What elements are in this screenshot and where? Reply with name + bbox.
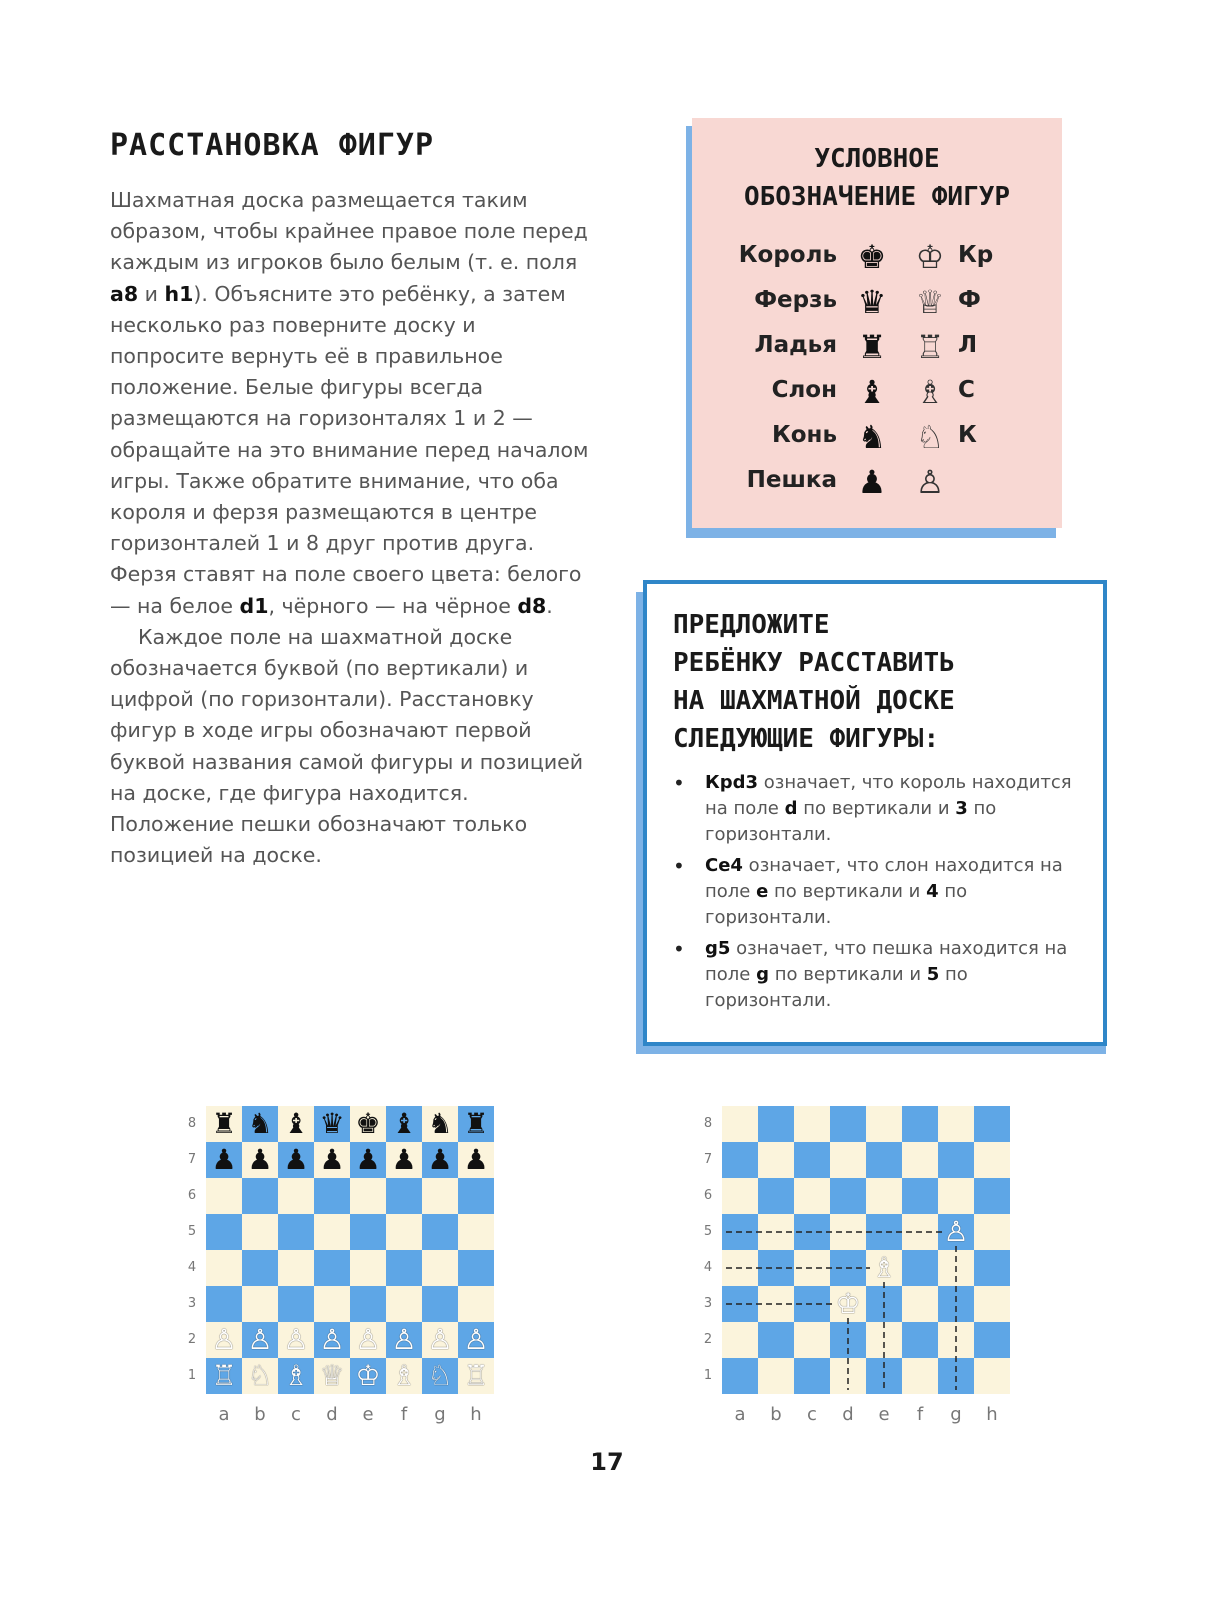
square-c2 (794, 1322, 830, 1358)
white-king-icon: ♔ (915, 238, 945, 276)
legend-row-pawn (692, 463, 1062, 503)
square-h8 (458, 1106, 494, 1142)
legend-abbreviation: К (958, 422, 977, 448)
list-item: • Крd3 означает, что король находится на поле d по вертикали и 3 по горизонтали. (673, 770, 1087, 848)
file-label: b (770, 1404, 782, 1425)
legend-row-rook (692, 328, 1062, 368)
black-knight-icon: ♞ (857, 418, 887, 456)
square-c7 (794, 1142, 830, 1178)
task-title-line: СЛЕДУЮЩИЕ ФИГУРЫ: (673, 724, 940, 754)
square-g8 (422, 1106, 458, 1142)
square-e4 (866, 1250, 902, 1286)
rank-label: 4 (187, 1260, 197, 1275)
rank-label: 1 (703, 1368, 713, 1383)
chess-piece-icon: ♟ (319, 1143, 345, 1176)
file-label: g (950, 1404, 962, 1425)
file-label: e (362, 1404, 374, 1425)
file-label: g (434, 1404, 446, 1425)
square-b6 (758, 1178, 794, 1214)
chess-piece-icon: ♞ (247, 1107, 273, 1140)
square-f4 (386, 1250, 422, 1286)
file-label: c (291, 1404, 301, 1425)
chess-piece-icon: ♛ (319, 1107, 345, 1140)
rank-label: 8 (703, 1116, 713, 1131)
chess-piece-icon: ♙ (355, 1323, 381, 1356)
rank-label: 5 (703, 1224, 713, 1239)
square-a5 (722, 1214, 758, 1250)
board-example-position (702, 1100, 1032, 1430)
square-g6 (938, 1178, 974, 1214)
square-g6 (422, 1178, 458, 1214)
square-e2 (866, 1322, 902, 1358)
legend-title-line-2: ОБОЗНАЧЕНИЕ ФИГУР (743, 182, 1011, 212)
square-c4 (278, 1250, 314, 1286)
square-b7 (758, 1142, 794, 1178)
square-g1 (938, 1358, 974, 1394)
square-d4 (314, 1250, 350, 1286)
square-b5 (758, 1214, 794, 1250)
square-d7 (314, 1142, 350, 1178)
square-h5 (458, 1214, 494, 1250)
square-d2 (830, 1322, 866, 1358)
chess-piece-icon: ♟ (355, 1143, 381, 1176)
file-label: e (878, 1404, 890, 1425)
square-c1 (794, 1358, 830, 1394)
square-h4 (974, 1250, 1010, 1286)
white-knight-icon: ♘ (915, 418, 945, 456)
chess-piece-icon: ♖ (463, 1359, 489, 1392)
square-f2 (386, 1322, 422, 1358)
task-title-line: ПРЕДЛОЖИТЕ (673, 610, 830, 640)
black-rook-icon: ♜ (857, 328, 887, 366)
square-e1 (866, 1358, 902, 1394)
square-f5 (902, 1214, 938, 1250)
chess-piece-icon: ♟ (247, 1143, 273, 1176)
square-f8 (902, 1106, 938, 1142)
square-a2 (206, 1322, 242, 1358)
rank-label: 7 (187, 1152, 197, 1167)
square-e1 (350, 1358, 386, 1394)
square-g8 (938, 1106, 974, 1142)
chess-piece-icon: ♕ (319, 1359, 345, 1392)
file-label: h (986, 1404, 998, 1425)
chess-piece-icon: ♔ (835, 1287, 861, 1320)
square-d5 (314, 1214, 350, 1250)
square-a1 (722, 1358, 758, 1394)
paragraph-1: Шахматная доска размещается таким образом, чтобы крайнее правое поле перед каждым из игроков было белым (т. е. поля a8 и h1). Объясните это ребёнку, а затем несколько раз поверните доску и попросите вернуть её в правильное положение. Белые фигуры всегда размещаются на горизонталях 1 и 2 — обращайте на это внимание перед началом игры. Также обратите внимание, что оба короля и ферзя размещаются в центре горизонталей 1 и 8 друг против друга. Ферзя ставят на поле своего цвета: белого — на белое d1, чёрного — на чёрное d8. (110, 188, 589, 618)
square-c3 (278, 1286, 314, 1322)
square-g2 (422, 1322, 458, 1358)
square-e4 (350, 1250, 386, 1286)
square-f7 (902, 1142, 938, 1178)
square-g2 (938, 1322, 974, 1358)
square-a2 (722, 1322, 758, 1358)
square-h2 (974, 1322, 1010, 1358)
square-g3 (938, 1286, 974, 1322)
square-b3 (242, 1286, 278, 1322)
chess-piece-icon: ♗ (871, 1251, 897, 1284)
square-b7 (242, 1142, 278, 1178)
square-c5 (794, 1214, 830, 1250)
file-label: b (254, 1404, 266, 1425)
square-e6 (350, 1178, 386, 1214)
chess-piece-icon: ♟ (211, 1143, 237, 1176)
square-e3 (866, 1286, 902, 1322)
chess-board-grid (722, 1106, 1010, 1394)
rank-label: 8 (187, 1116, 197, 1131)
square-d3 (314, 1286, 350, 1322)
chess-piece-icon: ♘ (427, 1359, 453, 1392)
rank-label: 6 (187, 1188, 197, 1203)
list-item: • g5 означает, что пешка находится на поле g по вертикали и 5 по горизонтали. (673, 936, 1087, 1014)
chess-piece-icon: ♗ (391, 1359, 417, 1392)
square-b3 (758, 1286, 794, 1322)
chess-piece-icon: ♟ (427, 1143, 453, 1176)
square-f5 (386, 1214, 422, 1250)
square-c8 (794, 1106, 830, 1142)
square-h2 (458, 1322, 494, 1358)
chess-piece-icon: ♙ (319, 1323, 345, 1356)
square-d5 (830, 1214, 866, 1250)
square-f3 (902, 1286, 938, 1322)
legend-row-queen (692, 283, 1062, 323)
square-f4 (902, 1250, 938, 1286)
rank-label: 2 (703, 1332, 713, 1347)
chess-piece-icon: ♟ (391, 1143, 417, 1176)
square-f6 (902, 1178, 938, 1214)
chess-piece-icon: ♙ (391, 1323, 417, 1356)
square-d1 (830, 1358, 866, 1394)
chess-piece-icon: ♗ (283, 1359, 309, 1392)
square-e5 (350, 1214, 386, 1250)
square-f7 (386, 1142, 422, 1178)
rank-label: 1 (187, 1368, 197, 1383)
square-b2 (758, 1322, 794, 1358)
square-c6 (278, 1178, 314, 1214)
square-d1 (314, 1358, 350, 1394)
white-rook-icon: ♖ (915, 328, 945, 366)
square-e7 (350, 1142, 386, 1178)
task-title-line: РЕБЁНКУ РАССТАВИТЬ (673, 648, 955, 678)
square-b2 (242, 1322, 278, 1358)
square-a7 (722, 1142, 758, 1178)
square-b8 (758, 1106, 794, 1142)
square-h3 (974, 1286, 1010, 1322)
chess-piece-icon: ♔ (355, 1359, 381, 1392)
legend-abbreviation: Кр (958, 242, 994, 268)
black-king-icon: ♚ (857, 238, 887, 276)
rank-label: 7 (703, 1152, 713, 1167)
chess-piece-icon: ♜ (211, 1107, 237, 1140)
chess-piece-icon: ♟ (463, 1143, 489, 1176)
square-a8 (722, 1106, 758, 1142)
square-d4 (830, 1250, 866, 1286)
square-g5 (938, 1214, 974, 1250)
task-title (673, 606, 955, 758)
square-e6 (866, 1178, 902, 1214)
legend-abbreviation: Ф (958, 287, 981, 313)
legend-piece-name: Слон (771, 377, 837, 403)
square-e7 (866, 1142, 902, 1178)
square-d6 (314, 1178, 350, 1214)
legend-abbreviation: С (958, 377, 975, 403)
square-b4 (758, 1250, 794, 1286)
rank-label: 4 (703, 1260, 713, 1275)
board-initial-position (186, 1100, 516, 1430)
square-g4 (422, 1250, 458, 1286)
legend-piece-name: Конь (771, 422, 837, 448)
square-f1 (386, 1358, 422, 1394)
square-g1 (422, 1358, 458, 1394)
square-e2 (350, 1322, 386, 1358)
rank-label: 6 (703, 1188, 713, 1203)
square-f2 (902, 1322, 938, 1358)
file-label: d (842, 1404, 854, 1425)
square-g7 (938, 1142, 974, 1178)
chess-board-grid (206, 1106, 494, 1394)
chess-piece-icon: ♙ (427, 1323, 453, 1356)
square-g4 (938, 1250, 974, 1286)
square-c7 (278, 1142, 314, 1178)
legend-title-line-1: УСЛОВНОЕ (814, 144, 940, 174)
legend-abbreviation: Л (958, 332, 978, 358)
square-h7 (458, 1142, 494, 1178)
square-a8 (206, 1106, 242, 1142)
square-c3 (794, 1286, 830, 1322)
rank-label: 3 (703, 1296, 713, 1311)
chess-piece-icon: ♝ (283, 1107, 309, 1140)
legend-piece-name: Король (738, 242, 837, 268)
square-h7 (974, 1142, 1010, 1178)
chess-piece-icon: ♙ (463, 1323, 489, 1356)
square-h3 (458, 1286, 494, 1322)
rank-label: 3 (187, 1296, 197, 1311)
square-c5 (278, 1214, 314, 1250)
square-a7 (206, 1142, 242, 1178)
square-b1 (242, 1358, 278, 1394)
square-a6 (722, 1178, 758, 1214)
legend-row-bishop (692, 373, 1062, 413)
task-list (673, 770, 1087, 1019)
square-h5 (974, 1214, 1010, 1250)
chess-piece-icon: ♙ (943, 1215, 969, 1248)
square-a3 (722, 1286, 758, 1322)
square-g7 (422, 1142, 458, 1178)
square-g5 (422, 1214, 458, 1250)
square-g3 (422, 1286, 458, 1322)
square-a1 (206, 1358, 242, 1394)
chess-piece-icon: ♝ (391, 1107, 417, 1140)
legend-box (692, 118, 1062, 528)
file-label: d (326, 1404, 338, 1425)
square-a4 (206, 1250, 242, 1286)
file-label: f (400, 1404, 408, 1425)
file-label: f (916, 1404, 924, 1425)
chess-piece-icon: ♙ (247, 1323, 273, 1356)
rank-label: 5 (187, 1224, 197, 1239)
square-d6 (830, 1178, 866, 1214)
square-d8 (830, 1106, 866, 1142)
square-c1 (278, 1358, 314, 1394)
square-h1 (458, 1358, 494, 1394)
white-pawn-icon: ♙ (915, 463, 945, 501)
square-e5 (866, 1214, 902, 1250)
black-bishop-icon: ♝ (857, 373, 887, 411)
square-a5 (206, 1214, 242, 1250)
chess-piece-icon: ♟ (283, 1143, 309, 1176)
square-h6 (458, 1178, 494, 1214)
square-c6 (794, 1178, 830, 1214)
chess-piece-icon: ♚ (355, 1107, 381, 1140)
paragraph-2: Каждое поле на шахматной доске обозначается буквой (по вертикали) и цифрой (по горизонтали). Расстановку фигур в ходе игры обозначают первой буквой названия самой фигуры и позицией на доске, где фигура находится. Положение пешки обозначают только позицией на доске. (110, 624, 584, 868)
square-b1 (758, 1358, 794, 1394)
white-queen-icon: ♕ (915, 283, 945, 321)
square-a3 (206, 1286, 242, 1322)
square-e3 (350, 1286, 386, 1322)
chess-piece-icon: ♙ (211, 1323, 237, 1356)
list-item: • Сe4 означает, что слон находится на поле e по вертикали и 4 по горизонтали. (673, 853, 1087, 931)
chess-piece-icon: ♖ (211, 1359, 237, 1392)
task-title-line: НА ШАХМАТНОЙ ДОСКЕ (673, 686, 955, 716)
chess-piece-icon: ♞ (427, 1107, 453, 1140)
square-f1 (902, 1358, 938, 1394)
legend-piece-name: Ферзь (754, 287, 837, 313)
legend-row-knight (692, 418, 1062, 458)
square-b5 (242, 1214, 278, 1250)
square-f8 (386, 1106, 422, 1142)
file-label: c (807, 1404, 817, 1425)
square-f6 (386, 1178, 422, 1214)
chess-piece-icon: ♘ (247, 1359, 273, 1392)
legend-piece-name: Ладья (754, 332, 837, 358)
legend-title (692, 140, 1062, 216)
square-a4 (722, 1250, 758, 1286)
white-bishop-icon: ♗ (915, 373, 945, 411)
task-box (643, 580, 1107, 1046)
square-h4 (458, 1250, 494, 1286)
section-title: РАССТАНОВКА ФИГУР (110, 128, 435, 163)
file-label: h (470, 1404, 482, 1425)
square-c2 (278, 1322, 314, 1358)
square-f3 (386, 1286, 422, 1322)
square-b4 (242, 1250, 278, 1286)
square-c8 (278, 1106, 314, 1142)
square-a6 (206, 1178, 242, 1214)
square-h1 (974, 1358, 1010, 1394)
chess-piece-icon: ♙ (283, 1323, 309, 1356)
black-pawn-icon: ♟ (857, 463, 887, 501)
square-d2 (314, 1322, 350, 1358)
file-label: a (218, 1404, 230, 1425)
legend-row-king (692, 238, 1062, 278)
square-e8 (866, 1106, 902, 1142)
square-h6 (974, 1178, 1010, 1214)
body-text (110, 185, 595, 871)
file-label: a (734, 1404, 746, 1425)
square-b8 (242, 1106, 278, 1142)
square-e8 (350, 1106, 386, 1142)
square-d7 (830, 1142, 866, 1178)
black-queen-icon: ♛ (857, 283, 887, 321)
square-d8 (314, 1106, 350, 1142)
square-d3 (830, 1286, 866, 1322)
page-number: 17 (590, 1448, 624, 1476)
square-b6 (242, 1178, 278, 1214)
square-h8 (974, 1106, 1010, 1142)
square-c4 (794, 1250, 830, 1286)
chess-piece-icon: ♜ (463, 1107, 489, 1140)
rank-label: 2 (187, 1332, 197, 1347)
legend-piece-name: Пешка (746, 467, 837, 493)
